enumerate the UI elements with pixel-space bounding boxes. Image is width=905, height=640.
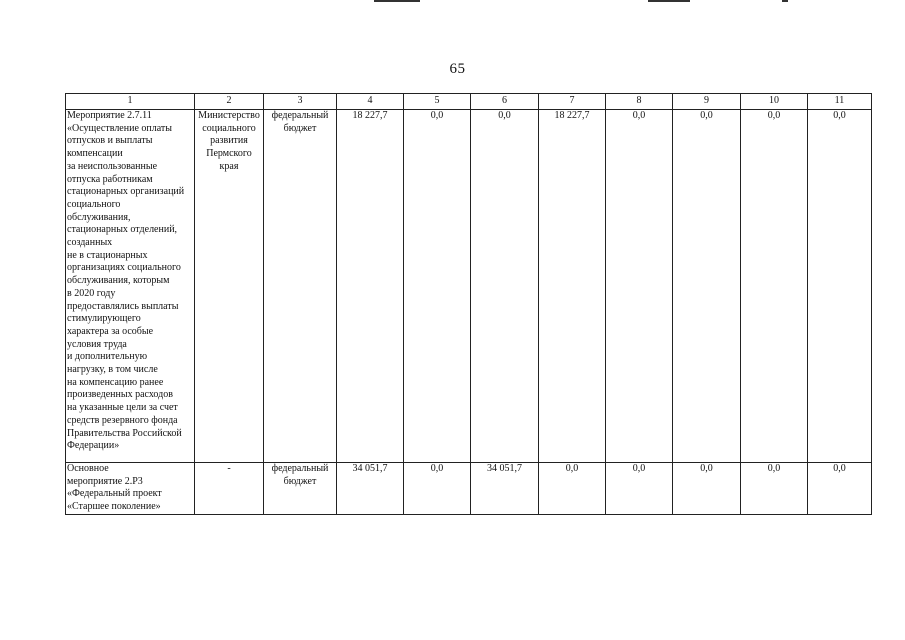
- executor-line: социального: [202, 122, 256, 134]
- scan-mark-left: [374, 0, 420, 2]
- column-header: 7: [539, 94, 606, 110]
- executor-line: развития: [210, 135, 248, 147]
- measure-name-cell: [66, 463, 195, 515]
- value-cell: 0,0: [741, 463, 808, 515]
- funding-source-line: бюджет: [283, 122, 317, 134]
- measure-name-line: произведенных расходов: [67, 389, 173, 401]
- table-row-main-measure-2-p3: [66, 463, 872, 515]
- value-cell: 0,0: [673, 463, 741, 515]
- column-header: 6: [471, 94, 539, 110]
- measure-name-line: на указанные цели за счет: [67, 402, 178, 414]
- column-header: 3: [264, 94, 337, 110]
- measure-name-line: характера за особые: [67, 325, 154, 337]
- measure-name-line: предоставлялись выплаты: [67, 300, 179, 312]
- measure-name-line: стационарных организаций: [67, 186, 185, 198]
- measure-name-line: социального: [67, 198, 121, 210]
- measure-name-line: нагрузку, в том числе: [67, 364, 158, 376]
- executor-cell: [195, 463, 264, 515]
- executor-line: Министерство: [198, 110, 260, 121]
- value-cell: 0,0: [606, 463, 673, 515]
- executor-line: Пермского: [206, 148, 252, 160]
- measure-name-line: условия труда: [67, 338, 127, 350]
- executor-line: -: [227, 463, 231, 474]
- value-cell: 0,0: [539, 463, 606, 515]
- scan-mark-far-right: [782, 0, 788, 2]
- measure-name-line: Правительства Российской: [67, 427, 182, 439]
- table-row-measure-2-7-11: [66, 110, 872, 463]
- budget-table: [65, 93, 872, 515]
- value-cell: 0,0: [471, 110, 539, 463]
- measure-name-line: в 2020 году: [67, 287, 116, 299]
- measure-name-line: «Федеральный проект: [67, 488, 162, 500]
- measure-name-line: мероприятие 2.Р3: [67, 475, 143, 487]
- page-number: 65: [449, 61, 466, 77]
- value-cell: 18 227,7: [539, 110, 606, 463]
- value-cell: 0,0: [808, 110, 872, 463]
- value-cell: 0,0: [606, 110, 673, 463]
- value-cell: 0,0: [808, 463, 872, 515]
- value-cell: 0,0: [404, 110, 471, 463]
- funding-source-line: федеральный: [271, 110, 329, 121]
- measure-name-line: отпуска работникам: [67, 173, 153, 185]
- funding-source-cell: [264, 110, 337, 463]
- column-header: 4: [337, 94, 404, 110]
- measure-name-line: средств резервного фонда: [67, 414, 178, 426]
- value-cell: 18 227,7: [337, 110, 404, 463]
- measure-name-line: «Осуществление оплаты: [67, 122, 172, 134]
- measure-name-line: обслуживания,: [67, 211, 131, 223]
- measure-name-line: компенсации: [67, 148, 123, 160]
- funding-source-cell: [264, 463, 337, 515]
- measure-name-line: и дополнительную: [67, 351, 148, 363]
- value-cell: 0,0: [741, 110, 808, 463]
- measure-name-line: созданных: [67, 237, 113, 249]
- scan-mark-right: [648, 0, 690, 2]
- value-cell: 0,0: [673, 110, 741, 463]
- executor-cell: [195, 110, 264, 463]
- measure-name-line: за неиспользованные: [67, 160, 158, 172]
- funding-source-line: бюджет: [283, 475, 317, 487]
- column-header: 9: [673, 94, 741, 110]
- column-header: 11: [808, 94, 872, 110]
- measure-name-cell: [66, 110, 195, 463]
- measure-name-line: Основное: [67, 463, 109, 474]
- measure-name-line: Федерации»: [67, 440, 120, 452]
- measure-name-line: отпусков и выплаты: [67, 135, 153, 147]
- funding-source-line: федеральный: [271, 463, 329, 474]
- column-header: 8: [606, 94, 673, 110]
- measure-name-line: стимулирующего: [67, 313, 141, 325]
- value-cell: 34 051,7: [337, 463, 404, 515]
- measure-name-line: Мероприятие 2.7.11: [67, 110, 152, 121]
- column-number-row: [66, 94, 872, 110]
- column-header: 10: [741, 94, 808, 110]
- column-header: 2: [195, 94, 264, 110]
- measure-name-line: обслуживания, которым: [67, 275, 170, 287]
- column-header: 1: [66, 94, 195, 110]
- value-cell: 0,0: [404, 463, 471, 515]
- measure-name-line: на компенсацию ранее: [67, 376, 164, 388]
- value-cell: 34 051,7: [471, 463, 539, 515]
- executor-line: края: [219, 160, 239, 172]
- measure-name-line: «Старшее поколение»: [67, 501, 161, 513]
- measure-name-line: не в стационарных: [67, 249, 148, 261]
- measure-name-line: организациях социального: [67, 262, 181, 274]
- column-header: 5: [404, 94, 471, 110]
- measure-name-line: стационарных отделений,: [67, 224, 178, 236]
